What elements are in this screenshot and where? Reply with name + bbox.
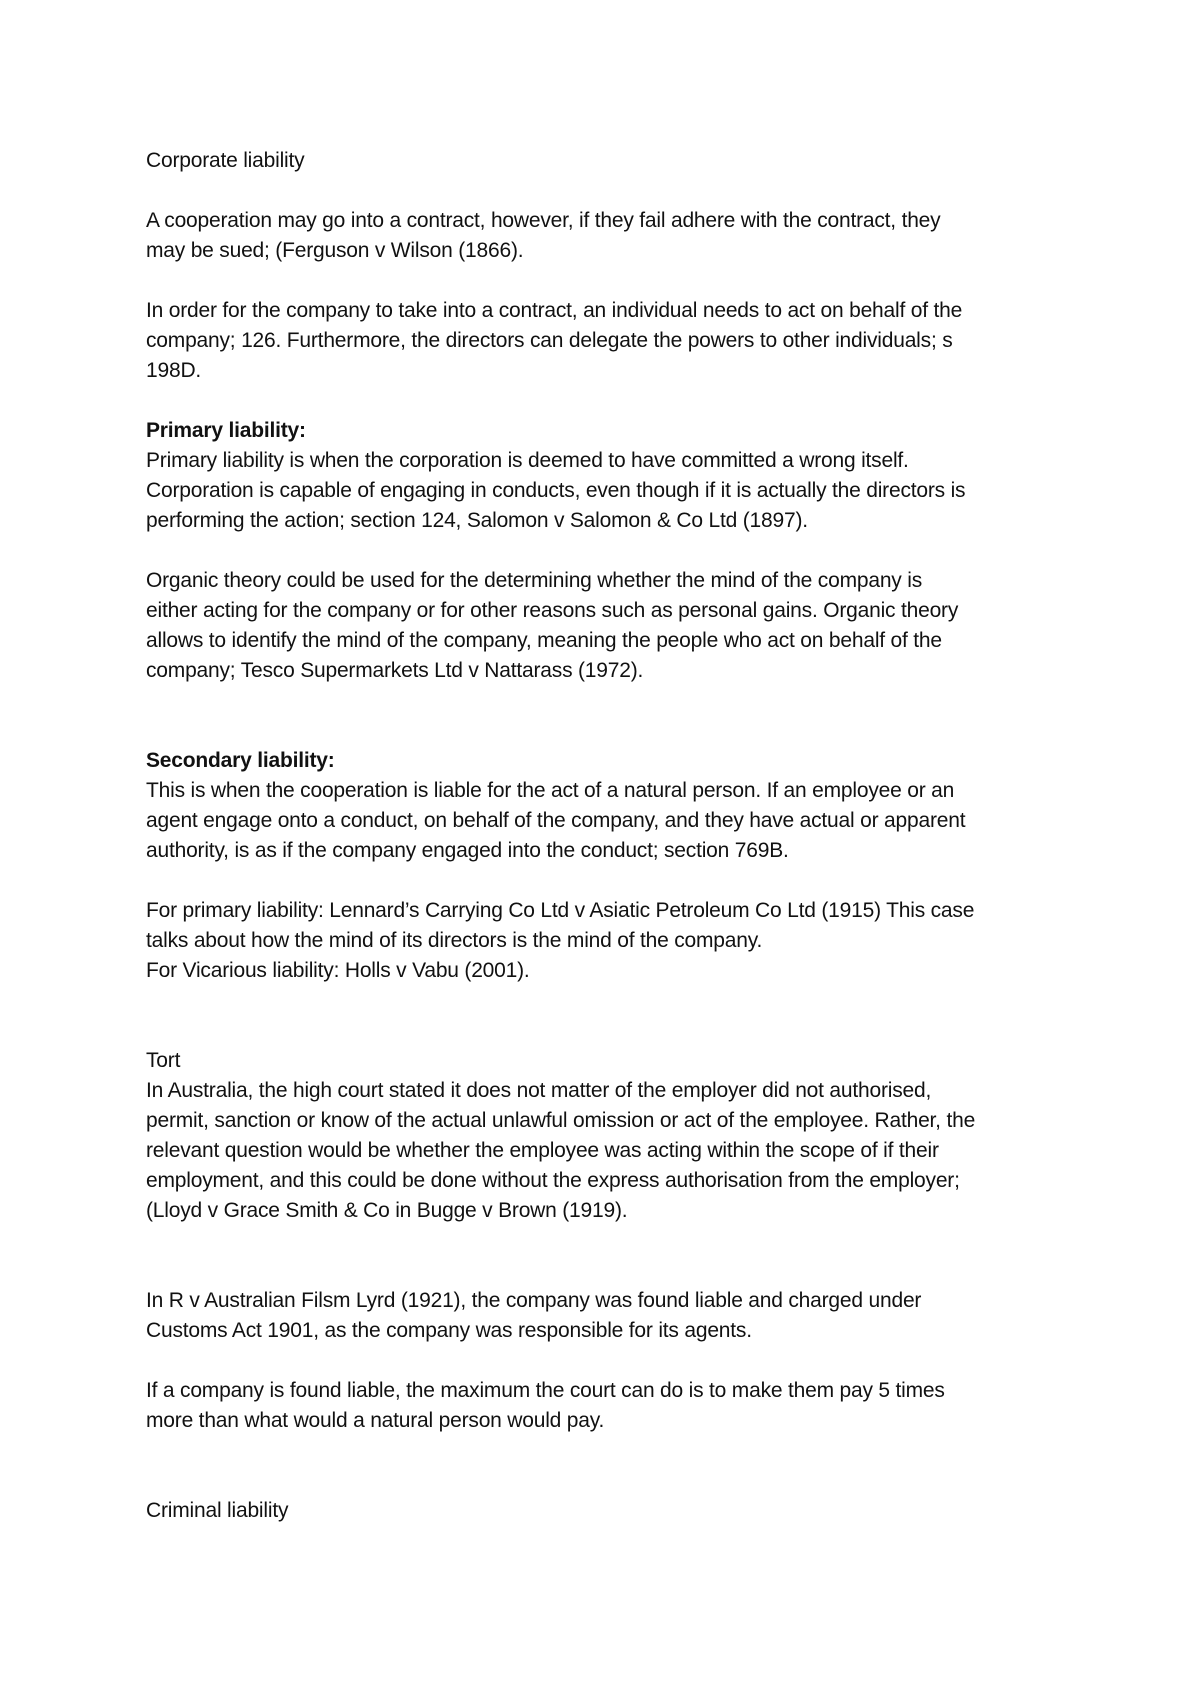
text-line: agent engage onto a conduct, on behalf of the company, and they have actual or apparent bbox=[146, 809, 966, 832]
paragraph-organic-theory bbox=[146, 566, 1076, 686]
text-line: relevant question would be whether the employee was acting within the scope of if their bbox=[146, 1139, 939, 1162]
text-line: A cooperation may go into a contract, however, if they fail adhere with the contract, they bbox=[146, 209, 941, 232]
text-line: 198D. bbox=[146, 359, 202, 382]
text-line: company; 126. Furthermore, the directors can delegate the powers to other individuals; s bbox=[146, 329, 953, 352]
text-line: In R v Australian Filsm Lyrd (1921), the company was found liable and charged under bbox=[146, 1289, 922, 1312]
heading-tort: Tort bbox=[146, 1049, 181, 1072]
heading-primary-liability: Primary liability: bbox=[146, 419, 306, 442]
heading-secondary-liability: Secondary liability: bbox=[146, 749, 335, 772]
paragraph-case-examples bbox=[146, 896, 1076, 986]
text-line: performing the action; section 124, Salomon v Salomon & Co Ltd (1897). bbox=[146, 509, 808, 532]
text-line: allows to identify the mind of the company, meaning the people who act on behalf of the bbox=[146, 629, 942, 652]
heading-criminal-liability: Criminal liability bbox=[146, 1499, 289, 1522]
text-line: In Australia, the high court stated it does not matter of the employer did not authorised, bbox=[146, 1079, 932, 1102]
text-line: For Vicarious liability: Holls v Vabu (2001). bbox=[146, 959, 530, 982]
text-line: If a company is found liable, the maximum the court can do is to make them pay 5 times bbox=[146, 1379, 945, 1402]
text-line: Customs Act 1901, as the company was responsible for its agents. bbox=[146, 1319, 752, 1342]
text-line: may be sued; (Ferguson v Wilson (1866). bbox=[146, 239, 524, 262]
text-line: Organic theory could be used for the determining whether the mind of the company is bbox=[146, 569, 923, 592]
paragraph-australian-films bbox=[146, 1286, 1076, 1346]
text-line: permit, sanction or know of the actual unlawful omission or act of the employee. Rather, the bbox=[146, 1109, 976, 1132]
text-line: Primary liability is when the corporation is deemed to have committed a wrong itself. bbox=[146, 449, 909, 472]
text-line: Corporation is capable of engaging in conducts, even though if it is actually the directors is bbox=[146, 479, 966, 502]
text-line: For primary liability: Lennard’s Carrying Co Ltd v Asiatic Petroleum Co Ltd (1915) This case bbox=[146, 899, 975, 922]
paragraph-delegation bbox=[146, 296, 1076, 386]
text-line: company; Tesco Supermarkets Ltd v Nattarass (1972). bbox=[146, 659, 644, 682]
text-line: (Lloyd v Grace Smith & Co in Bugge v Brown (1919). bbox=[146, 1199, 628, 1222]
document-body bbox=[146, 146, 1076, 1526]
text-line: This is when the cooperation is liable for the act of a natural person. If an employee or an bbox=[146, 779, 955, 802]
text-line: talks about how the mind of its directors is the mind of the company. bbox=[146, 929, 763, 952]
paragraph-tort bbox=[146, 1076, 1076, 1226]
paragraph-maximum-penalty bbox=[146, 1376, 1076, 1436]
text-line: In order for the company to take into a contract, an individual needs to act on behalf of the bbox=[146, 299, 963, 322]
text-line: either acting for the company or for other reasons such as personal gains. Organic theory bbox=[146, 599, 959, 622]
text-line: more than what would a natural person would pay. bbox=[146, 1409, 605, 1432]
paragraph-primary-liability bbox=[146, 446, 1076, 536]
text-line: employment, and this could be done without the express authorisation from the employer; bbox=[146, 1169, 960, 1192]
text-line: authority, is as if the company engaged into the conduct; section 769B. bbox=[146, 839, 789, 862]
paragraph-contract bbox=[146, 206, 1076, 266]
heading-corporate-liability: Corporate liability bbox=[146, 149, 305, 172]
paragraph-secondary-liability bbox=[146, 776, 1076, 866]
